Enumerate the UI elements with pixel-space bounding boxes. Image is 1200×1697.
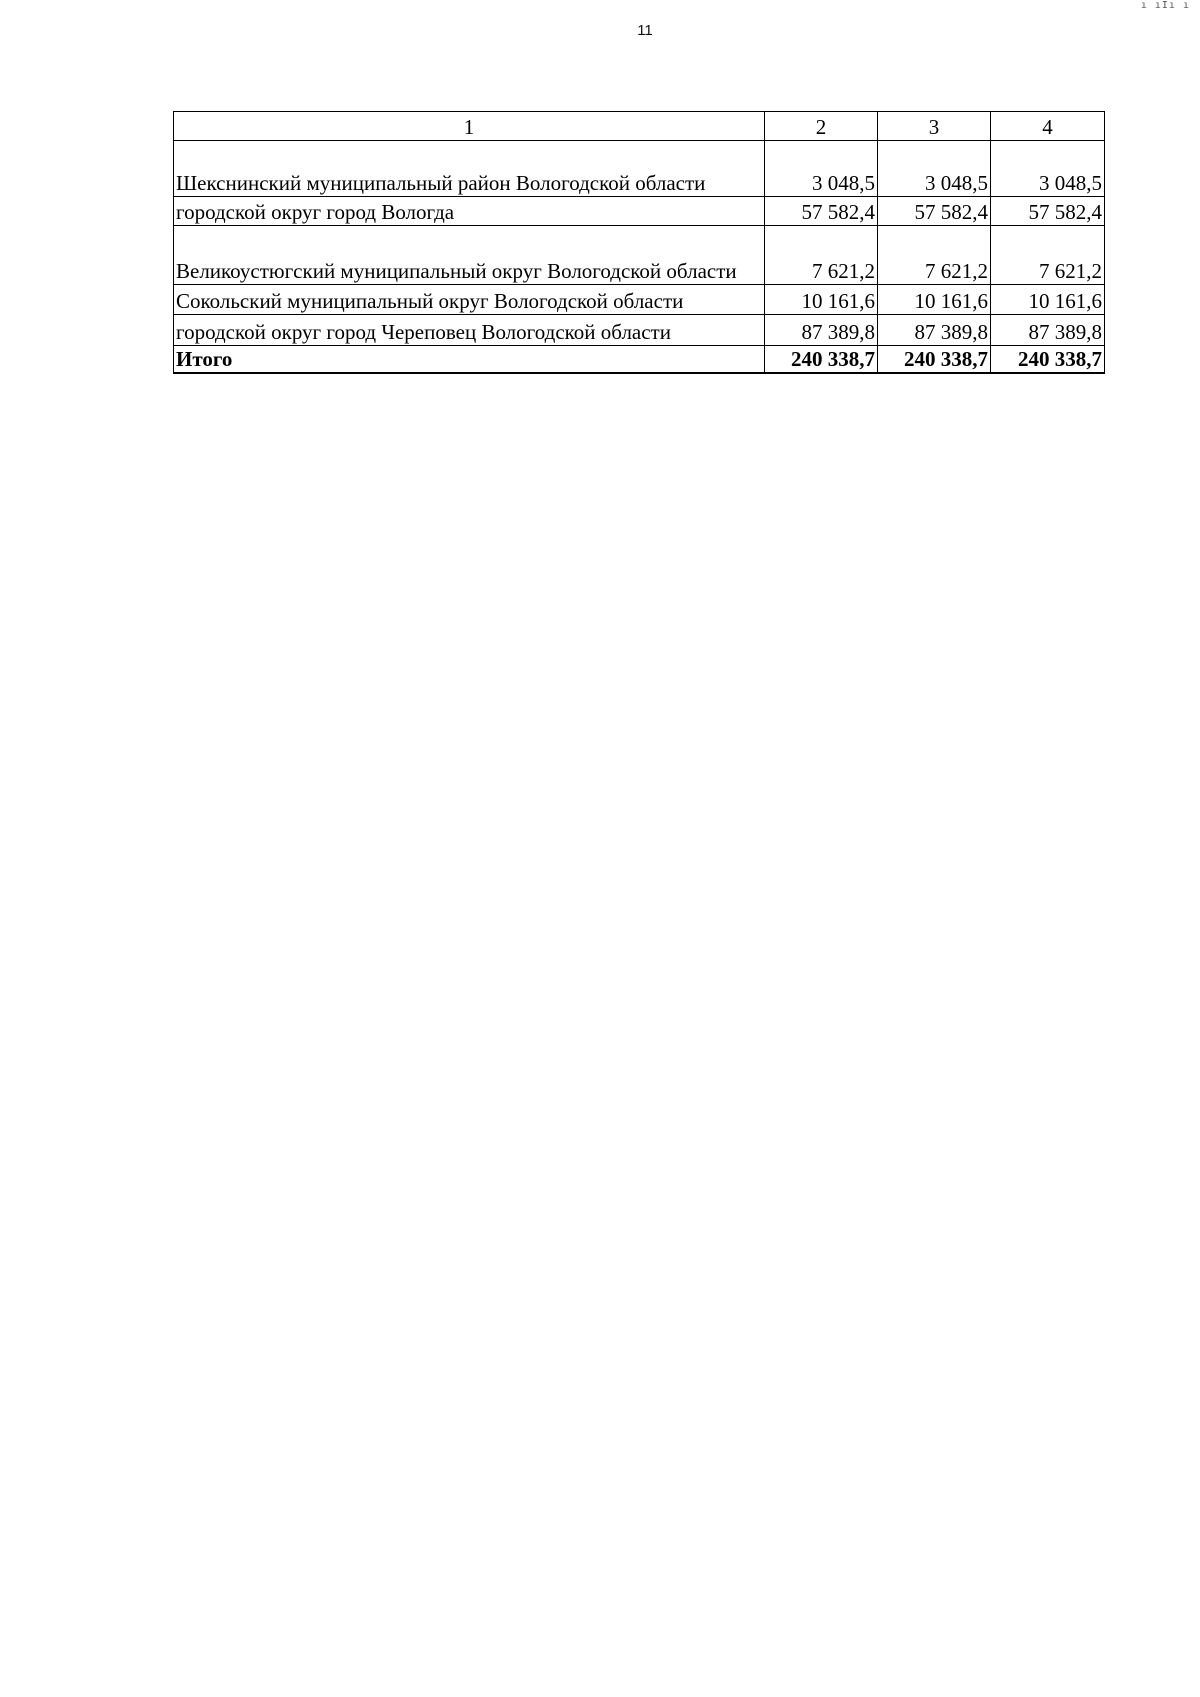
total-value-col-3: 240 338,7 — [878, 346, 991, 374]
value-col-2: 7 621,2 — [765, 226, 878, 285]
municipality-name: городской округ город Череповец Вологодской области — [174, 315, 765, 346]
value-col-3: 10 161,6 — [878, 285, 991, 315]
value-col-4: 7 621,2 — [991, 226, 1105, 285]
total-row — [174, 346, 1105, 374]
value-col-3: 7 621,2 — [878, 226, 991, 285]
value-col-4: 57 582,4 — [991, 197, 1105, 226]
table-row — [174, 197, 1105, 226]
table-row — [174, 315, 1105, 346]
municipality-name: городской округ город Вологда — [174, 197, 765, 226]
column-number-2: 2 — [765, 112, 878, 141]
value-col-2: 10 161,6 — [765, 285, 878, 315]
column-number-1: 1 — [174, 112, 765, 141]
value-col-4: 3 048,5 — [991, 141, 1105, 197]
column-number-3: 3 — [878, 112, 991, 141]
value-col-2: 87 389,8 — [765, 315, 878, 346]
value-col-3: 87 389,8 — [878, 315, 991, 346]
municipality-name: Сокольский муниципальный округ Вологодской области — [174, 285, 765, 315]
table-row — [174, 285, 1105, 315]
table-row — [174, 226, 1105, 285]
value-col-4: 87 389,8 — [991, 315, 1105, 346]
total-value-col-4: 240 338,7 — [991, 346, 1105, 374]
table-header-row — [174, 112, 1105, 141]
total-label: Итого — [174, 346, 765, 374]
budget-distribution-table — [173, 111, 1105, 374]
municipality-name: Великоустюгский муниципальный округ Вологодской области — [174, 226, 765, 285]
page-number: 11 — [637, 22, 653, 39]
value-col-2: 57 582,4 — [765, 197, 878, 226]
value-col-3: 3 048,5 — [878, 141, 991, 197]
municipality-name: Шекснинский муниципальный район Вологодской области — [174, 141, 765, 197]
column-number-4: 4 — [991, 112, 1105, 141]
value-col-4: 10 161,6 — [991, 285, 1105, 315]
value-col-3: 57 582,4 — [878, 197, 991, 226]
value-col-2: 3 048,5 — [765, 141, 878, 197]
scan-corner-marks: ı ıIı ı — [1140, 0, 1190, 11]
table-row — [174, 141, 1105, 197]
total-value-col-2: 240 338,7 — [765, 346, 878, 374]
